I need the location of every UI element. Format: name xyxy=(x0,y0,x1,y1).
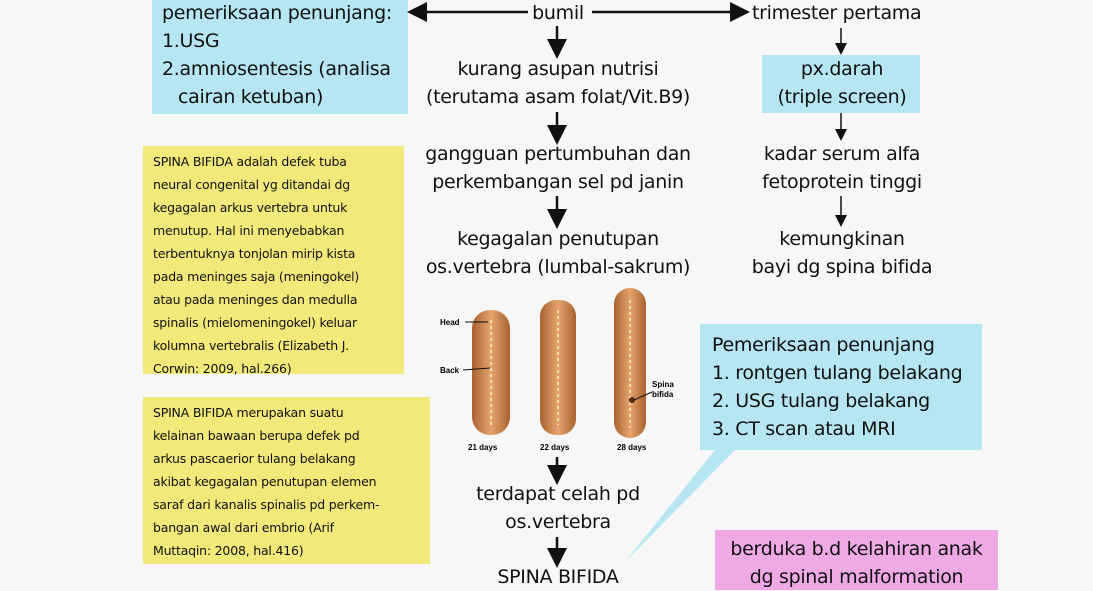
embryo-illustration xyxy=(463,288,652,438)
note-line: neural congenital yg ditandai dg xyxy=(153,177,350,192)
kemungkinan-node: kemungkinan xyxy=(779,228,905,250)
note-line: pada meninges saja (meningokel) xyxy=(153,269,360,284)
note-line: atau pada meninges dan medulla xyxy=(153,292,358,307)
label-day: 28 days xyxy=(617,443,647,452)
note-line: terbentuknya tonjolan mirip kista xyxy=(153,246,356,261)
note-line: spinalis (mielomeningokel) keluar xyxy=(153,315,357,330)
nutrisi-node: (terutama asam folat/Vit.B9) xyxy=(426,86,690,108)
note-line: kegagalan arkus vertebra untuk xyxy=(153,200,348,215)
celah-node: terdapat celah pd xyxy=(476,483,640,505)
callout-line: 3. CT scan atau MRI xyxy=(712,418,896,440)
spina-bifida-node: SPINA BIFIDA xyxy=(497,566,619,588)
callout-line: Pemeriksaan penunjang xyxy=(712,334,935,356)
note-line: arkus pascaerior tulang belakang xyxy=(153,451,356,466)
note-line: bangan awal dari embrio (Arif xyxy=(153,520,334,535)
label-head: Head xyxy=(440,318,460,327)
gangguan-node: perkembangan sel pd janin xyxy=(432,171,684,193)
note-line: kolumna vertebralis (Elizabeth J. xyxy=(153,338,349,353)
label-day: 22 days xyxy=(540,443,570,452)
label-spina: Spina xyxy=(652,380,674,389)
bumil-node: bumil xyxy=(532,2,584,24)
kemungkinan-node: bayi dg spina bifida xyxy=(751,256,933,278)
note-line: menutup. Hal ini menyebabkan xyxy=(153,223,345,238)
note-line: kelainan bawaan berupa defek pd xyxy=(153,428,360,443)
penunjang-line: 2.amniosentesis (analisa xyxy=(162,58,391,80)
penunjang-line: pemeriksaan penunjang: xyxy=(162,2,393,24)
label-bifida: bifida xyxy=(652,390,674,399)
pxdarah-node: (triple screen) xyxy=(777,86,907,108)
celah-node: os.vertebra xyxy=(505,511,611,533)
gangguan-node: gangguan pertumbuhan dan xyxy=(425,143,691,165)
note-line: SPINA BIFIDA adalah defek tuba xyxy=(153,154,347,169)
note-line: Corwin: 2009, hal.266) xyxy=(153,361,292,376)
callout-line: 1. rontgen tulang belakang xyxy=(712,362,963,384)
penunjang-line: 1.USG xyxy=(162,30,220,52)
note-line: saraf dari kanalis spinalis pd perkem- xyxy=(153,497,380,512)
pxdarah-node: px.darah xyxy=(800,58,884,80)
kegagalan-node: kegagalan penutupan xyxy=(457,228,659,250)
penunjang-line: cairan ketuban) xyxy=(178,86,324,108)
kadar-node: fetoprotein tinggi xyxy=(762,171,922,193)
callout-line: 2. USG tulang belakang xyxy=(712,390,930,412)
note-line: akibat kegagalan penutupan elemen xyxy=(153,474,377,489)
label-day: 21 days xyxy=(468,443,498,452)
trimester-node: trimester pertama xyxy=(752,2,922,24)
label-back: Back xyxy=(440,366,460,375)
note-line: SPINA BIFIDA merupakan suatu xyxy=(153,405,344,420)
kegagalan-node: os.vertebra (lumbal-sakrum) xyxy=(425,256,691,278)
arrows xyxy=(412,12,841,563)
nutrisi-node: kurang asupan nutrisi xyxy=(457,58,659,80)
diagnosis-line: berduka b.d kelahiran anak xyxy=(730,538,983,560)
kadar-node: kadar serum alfa xyxy=(763,143,921,165)
diagnosis-line: dg spinal malformation xyxy=(749,566,964,588)
note-line: Muttaqin: 2008, hal.416) xyxy=(153,543,304,558)
